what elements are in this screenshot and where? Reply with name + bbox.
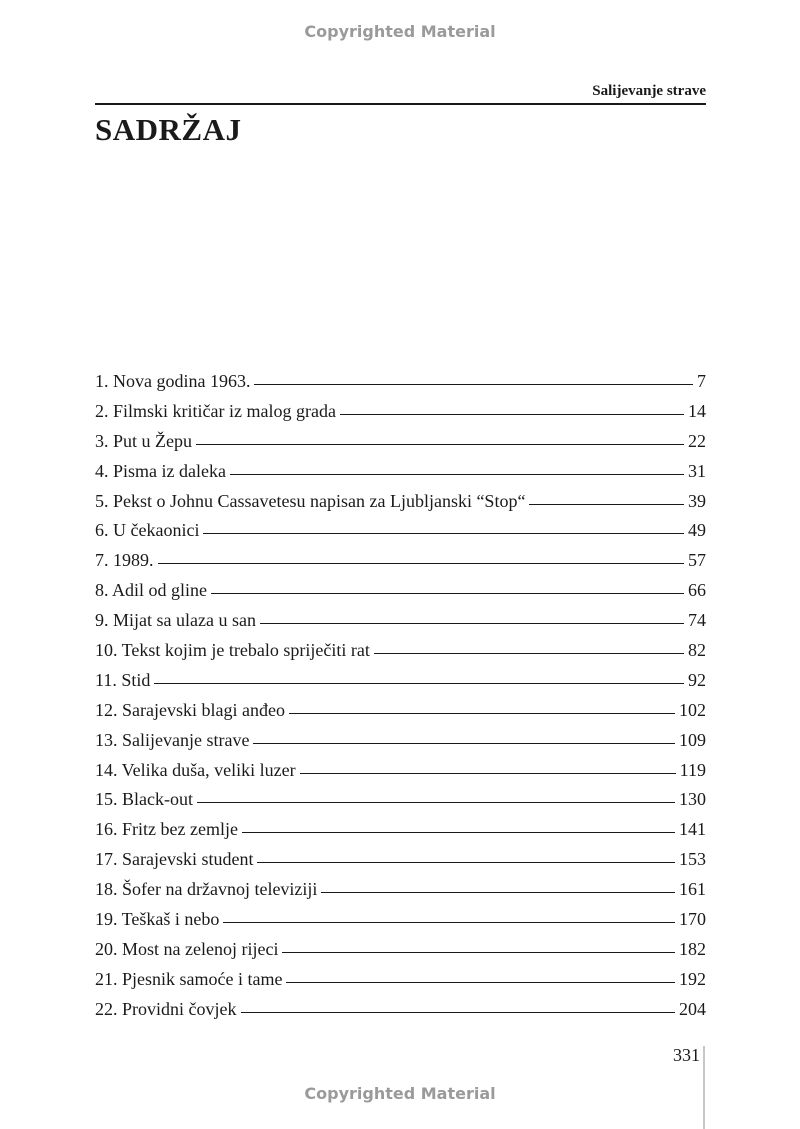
toc-entry-page: 7 (697, 371, 706, 391)
toc-entry-title: 12. Sarajevski blagi anđeo (95, 699, 285, 720)
toc-entry-page: 130 (679, 789, 706, 810)
toc-entry-title: 20. Most na zelenoj rijeci (95, 938, 279, 959)
toc-leader-line (223, 922, 675, 923)
toc-leader-line (321, 892, 675, 893)
toc-entry-page: 57 (688, 550, 706, 571)
toc-leader-line (300, 773, 676, 774)
toc-entry-title: 18. Šofer na državnoj televiziji (95, 879, 318, 900)
copyright-watermark-bottom: Copyrighted Material (304, 1084, 496, 1103)
toc-entry[interactable] (95, 576, 706, 606)
toc-leader-line (154, 683, 684, 684)
toc-entry-title: 3. Put u Žepu (95, 430, 192, 451)
toc-entry-title: 5. Pekst o Johnu Cassavetesu napisan za Ljubljanski “Stop“ (95, 490, 526, 511)
toc-entry-page: 102 (679, 699, 706, 720)
toc-entry-page: 92 (688, 669, 706, 690)
toc-entry-title: 17. Sarajevski student (95, 849, 254, 870)
toc-entry-page: 182 (679, 938, 706, 959)
toc-entry[interactable] (95, 785, 706, 815)
toc-entry-title: 21. Pjesnik samoće i tame (95, 968, 283, 989)
table-of-contents (95, 367, 706, 1025)
toc-entry[interactable] (95, 756, 706, 786)
toc-leader-line (242, 832, 675, 833)
toc-entry-title: 22. Providni čovjek (95, 998, 237, 1019)
toc-leader-line (257, 862, 675, 863)
toc-entry-page: 14 (688, 400, 706, 421)
toc-leader-line (282, 952, 675, 953)
toc-leader-line (289, 713, 675, 714)
toc-entry-page: 119 (679, 759, 706, 780)
toc-entry[interactable] (95, 427, 706, 457)
toc-entry-page: 170 (679, 909, 706, 930)
toc-entry[interactable] (95, 666, 706, 696)
toc-entry[interactable] (95, 367, 706, 397)
toc-entry-page: 66 (688, 580, 706, 601)
running-header (95, 83, 706, 105)
toc-entry-page: 74 (688, 610, 706, 631)
toc-entry-page: 161 (679, 879, 706, 900)
toc-leader-line (529, 504, 684, 505)
toc-entry-page: 82 (688, 640, 706, 661)
toc-entry[interactable] (95, 546, 706, 576)
toc-entry[interactable] (95, 487, 706, 517)
toc-entry[interactable] (95, 815, 706, 845)
toc-entry-page: 22 (688, 430, 706, 451)
toc-leader-line (254, 384, 693, 385)
toc-leader-line (241, 1012, 676, 1013)
toc-entry[interactable] (95, 397, 706, 427)
toc-entry-title: 16. Fritz bez zemlje (95, 819, 238, 840)
copyright-watermark-top: Copyrighted Material (304, 22, 496, 41)
toc-entry-page: 204 (679, 998, 706, 1019)
toc-leader-line (158, 563, 685, 564)
toc-entry-title: 14. Velika duša, veliki luzer (95, 759, 296, 780)
toc-leader-line (203, 533, 684, 534)
running-header-title: Salijevanje strave (592, 83, 706, 99)
toc-entry-page: 31 (688, 460, 706, 481)
toc-entry-title: 6. U čekaonici (95, 520, 200, 541)
toc-entry[interactable] (95, 636, 706, 666)
toc-entry-title: 13. Salijevanje strave (95, 729, 250, 750)
toc-entry-title: 9. Mijat sa ulaza u san (95, 610, 256, 631)
toc-entry-title: 8. Adil od gline (95, 580, 207, 601)
toc-entry-title: 7. 1989. (95, 550, 154, 571)
toc-leader-line (286, 982, 675, 983)
toc-entry[interactable] (95, 905, 706, 935)
toc-leader-line (197, 802, 675, 803)
toc-leader-line (260, 623, 684, 624)
toc-leader-line (340, 414, 684, 415)
toc-entry-page: 109 (679, 729, 706, 750)
toc-entry-title: 15. Black-out (95, 789, 193, 810)
toc-entry[interactable] (95, 457, 706, 487)
toc-entry[interactable] (95, 965, 706, 995)
toc-entry-page: 141 (679, 819, 706, 840)
toc-entry[interactable] (95, 875, 706, 905)
toc-leader-line (230, 474, 684, 475)
toc-entry[interactable] (95, 845, 706, 875)
toc-entry[interactable] (95, 995, 706, 1025)
toc-entry-page: 153 (679, 849, 706, 870)
page-title: SADRŽAJ (95, 112, 242, 147)
toc-entry[interactable] (95, 935, 706, 965)
toc-entry-page: 39 (688, 490, 706, 511)
toc-leader-line (253, 743, 675, 744)
toc-entry-page: 192 (679, 968, 706, 989)
toc-entry-title: 4. Pisma iz daleka (95, 460, 226, 481)
toc-entry-title: 11. Stid (95, 669, 151, 690)
toc-entry[interactable] (95, 726, 706, 756)
toc-entry[interactable] (95, 606, 706, 636)
toc-entry-title: 19. Teškaš i nebo (95, 909, 220, 930)
page-number: 331 (673, 1045, 700, 1065)
toc-entry-page: 49 (688, 520, 706, 541)
toc-entry-title: 2. Filmski kritičar iz malog grada (95, 400, 336, 421)
toc-leader-line (196, 444, 684, 445)
toc-entry-title: 1. Nova godina 1963. (95, 371, 251, 391)
toc-leader-line (374, 653, 684, 654)
toc-entry[interactable] (95, 516, 706, 546)
toc-entry[interactable] (95, 696, 706, 726)
toc-entry-title: 10. Tekst kojim je trebalo spriječiti rat (95, 640, 370, 661)
toc-leader-line (211, 593, 684, 594)
